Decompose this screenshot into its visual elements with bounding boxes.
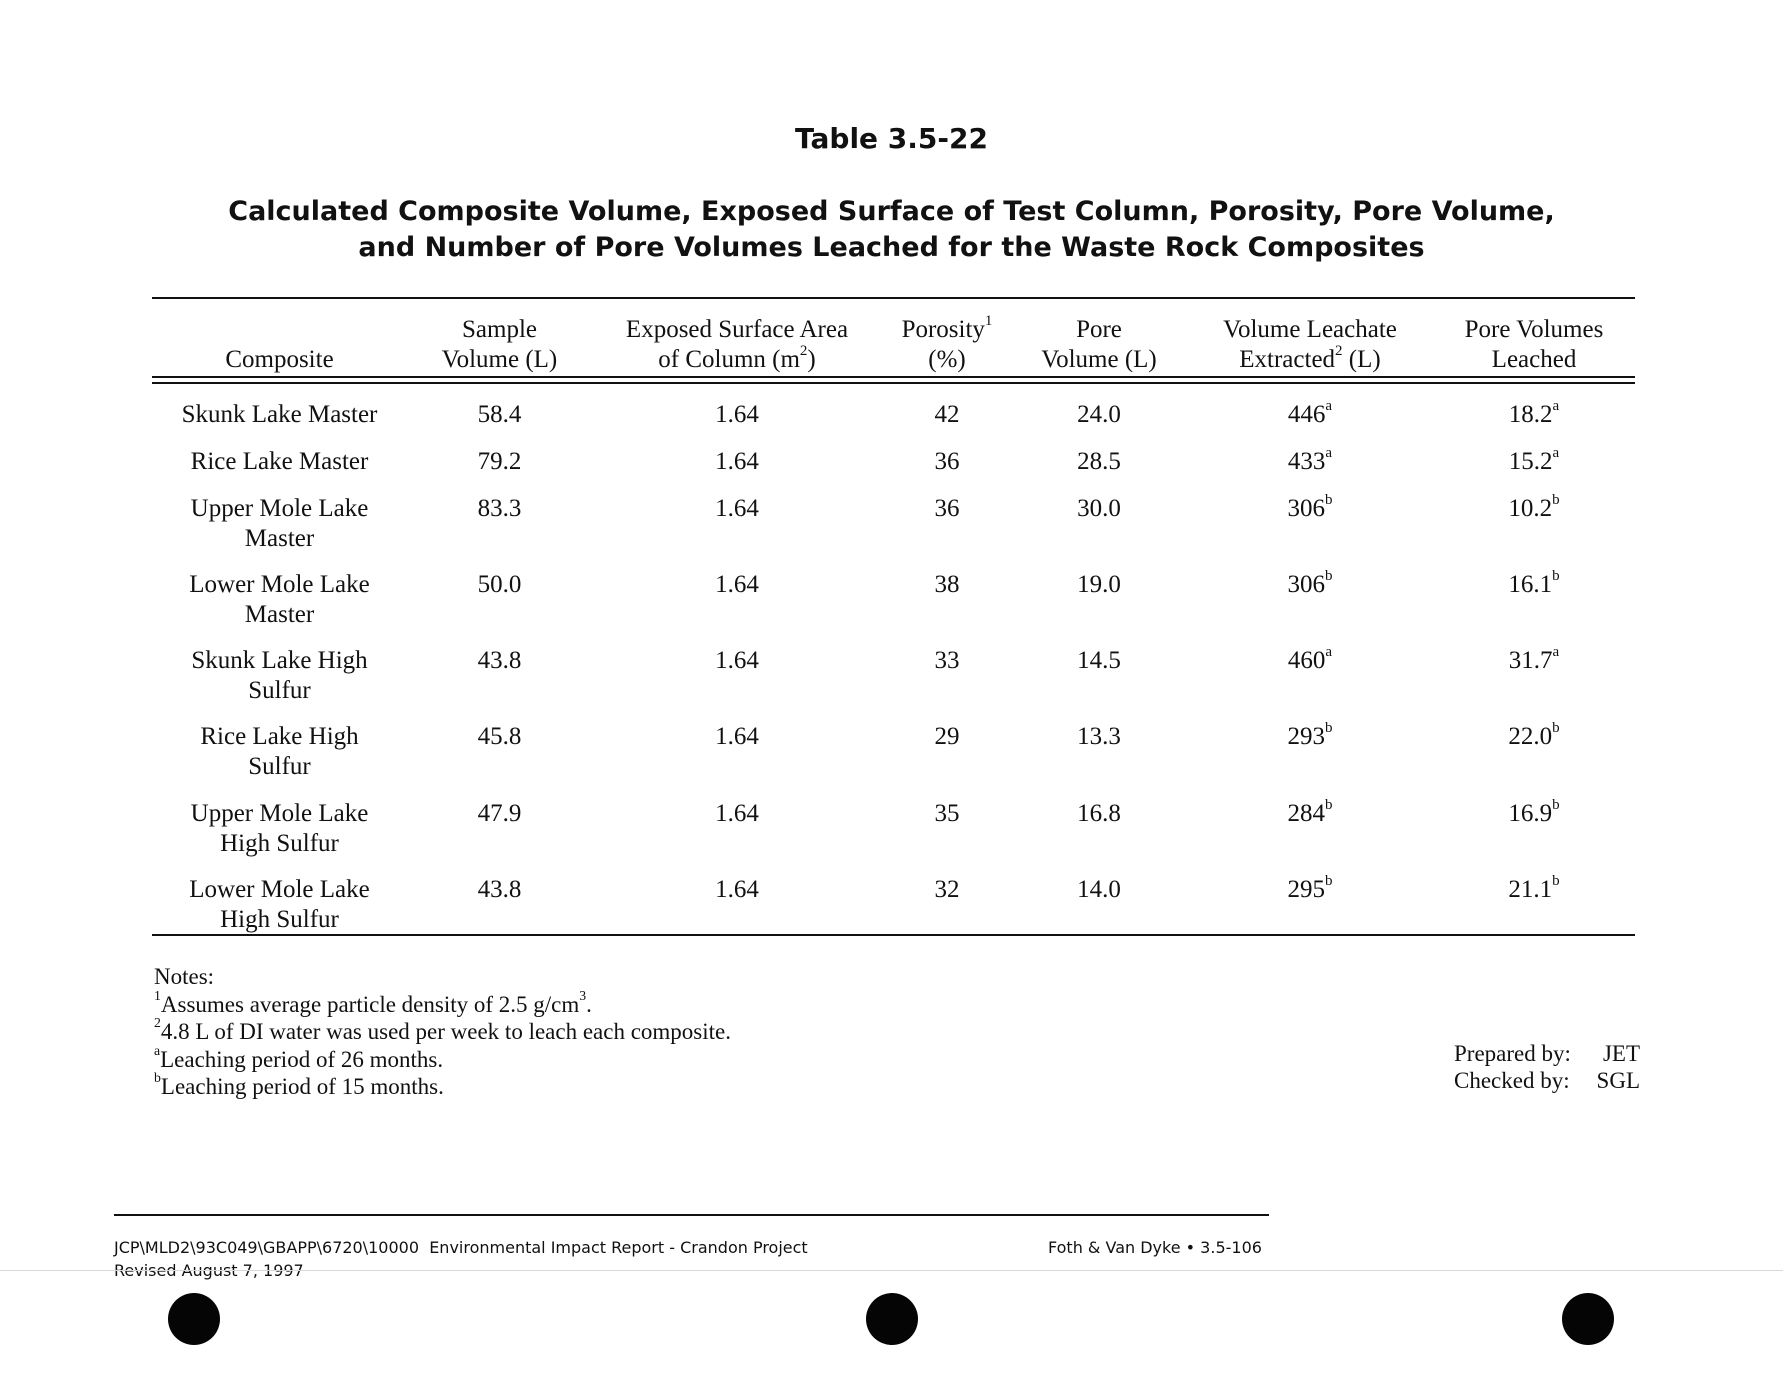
punch-hole-right xyxy=(1562,1293,1614,1345)
cell-pore-volume: 30.0 xyxy=(1077,495,1121,522)
footer-report: Environmental Impact Report - Crandon Project xyxy=(429,1238,808,1257)
cell-composite: Skunk Lake Master xyxy=(181,401,378,428)
cell-leachate: 433$^a$ xyxy=(1287,444,1333,475)
cell-surface-area: 1.64 xyxy=(715,876,759,903)
cell-leachate: 306$^b$ xyxy=(1287,567,1333,598)
cell-porosity: 38 xyxy=(934,571,960,598)
cell-porosity: 36 xyxy=(934,495,960,522)
cell-porosity: 35 xyxy=(934,800,960,827)
cell-porosity: 42 xyxy=(934,401,960,428)
footer-path: JCP\MLD2\93C049\GBAPP\6720\10000 xyxy=(114,1238,420,1257)
footnote-mark: a xyxy=(1552,444,1560,461)
cell-pore-volumes-leached: 15.2$^a$ xyxy=(1508,444,1560,475)
cell-porosity: 36 xyxy=(934,448,960,475)
cell-sample-volume: 50.0 xyxy=(477,571,522,598)
footnote-mark: a xyxy=(1325,397,1333,414)
table-top-rule xyxy=(152,297,1635,299)
footnote-mark: b xyxy=(1325,567,1333,584)
footnote-mark: b xyxy=(1325,872,1333,889)
table-row xyxy=(0,567,1783,646)
scan-edge-line xyxy=(0,1270,1783,1271)
punch-hole-center xyxy=(866,1293,918,1345)
cell-sample-volume: 58.4 xyxy=(477,401,522,428)
cell-pore-volumes-leached: 10.2$^b$ xyxy=(1508,491,1560,522)
cell-pore-volumes-leached: 31.7$^a$ xyxy=(1508,643,1560,674)
cell-composite: Rice Lake Master xyxy=(190,448,369,475)
cell-surface-area: 1.64 xyxy=(715,723,759,750)
footer-revised: Revised August 7, 1997 xyxy=(114,1261,304,1280)
cell-porosity: 32 xyxy=(934,876,960,903)
notes-heading: Notes: xyxy=(154,964,215,989)
cell-pore-volumes-leached: 18.2$^a$ xyxy=(1508,397,1560,428)
cell-leachate: 306$^b$ xyxy=(1287,491,1333,522)
header-sample-volume: Sample Volume (L) xyxy=(441,316,558,373)
cell-leachate: 460$^a$ xyxy=(1287,643,1333,674)
cell-pore-volume: 16.8 xyxy=(1077,800,1121,827)
footer-bullet: • xyxy=(1185,1238,1196,1257)
cell-sample-volume: 43.8 xyxy=(477,876,522,903)
table-row xyxy=(0,491,1783,570)
cell-composite: Upper Mole Lake High Sulfur xyxy=(190,800,369,857)
cell-surface-area: 1.64 xyxy=(715,401,759,428)
footnote-mark: b xyxy=(1552,567,1560,584)
notes-list xyxy=(154,987,731,1101)
cell-composite: Rice Lake High Sulfur xyxy=(200,723,359,780)
cell-surface-area: 1.64 xyxy=(715,571,759,598)
checked-by: Checked by: SGL xyxy=(1454,1068,1640,1093)
footer-page: 3.5-106 xyxy=(1200,1238,1262,1257)
header-leachate: Volume Leachate Extracted$^2$ (L) xyxy=(1223,316,1397,373)
header-surface-area: Exposed Surface Area of Column $(m^2)$ xyxy=(625,316,849,373)
footnote-mark: a xyxy=(1552,643,1560,660)
header-porosity: Porosity$^1$ (%) xyxy=(901,312,993,373)
cell-pore-volume: 14.5 xyxy=(1077,647,1121,674)
header-composite: Composite xyxy=(225,346,334,373)
footer-right xyxy=(1048,1236,1262,1259)
cell-sample-volume: 43.8 xyxy=(477,647,522,674)
prepared-by: Prepared by: JET xyxy=(1454,1041,1640,1066)
cell-pore-volumes-leached: 16.1$^b$ xyxy=(1508,567,1560,598)
footnote-mark: b xyxy=(1552,719,1560,736)
cell-composite: Lower Mole Lake High Sulfur xyxy=(189,876,370,933)
cell-sample-volume: 83.3 xyxy=(477,495,522,522)
cell-sample-volume: 47.9 xyxy=(477,800,522,827)
cell-pore-volume: 14.0 xyxy=(1077,876,1121,903)
cell-pore-volumes-leached: 21.1$^b$ xyxy=(1508,872,1560,903)
note-item: $^b$Leaching period of 15 months. xyxy=(154,1070,444,1099)
note-mark: a xyxy=(154,1042,161,1058)
table-row xyxy=(0,796,1783,875)
footer-firm: Foth & Van Dyke xyxy=(1048,1238,1181,1257)
note-mark: 2 xyxy=(154,1015,161,1031)
table-row xyxy=(0,719,1783,798)
table-row xyxy=(0,872,1783,951)
footer-rule xyxy=(114,1214,1269,1216)
table-row xyxy=(0,643,1783,722)
header-pore-volume: Pore Volume (L) xyxy=(1041,316,1157,373)
footnote-mark: a xyxy=(1325,643,1333,660)
table-bottom-rule xyxy=(152,934,1635,936)
cell-pore-volumes-leached: 16.9$^b$ xyxy=(1508,796,1560,827)
title-line-2: and Number of Pore Volumes Leached for the Waste Rock Composites xyxy=(358,232,1425,263)
note-item: $^2$4.8 L of DI water was used per week to leach each composite. xyxy=(154,1015,731,1044)
table-title xyxy=(0,194,1783,266)
cell-leachate: 284$^b$ xyxy=(1287,796,1333,827)
footnote-mark: a xyxy=(1552,397,1560,414)
cell-surface-area: 1.64 xyxy=(715,495,759,522)
cell-surface-area: 1.64 xyxy=(715,448,759,475)
cell-leachate: 295$^b$ xyxy=(1287,872,1333,903)
note-mark: b xyxy=(154,1070,161,1086)
cell-pore-volume: 28.5 xyxy=(1077,448,1121,475)
note-mark: 1 xyxy=(154,987,161,1003)
header-pore-volumes-leached: Pore Volumes Leached xyxy=(1464,316,1604,373)
cell-composite: Skunk Lake High Sulfur xyxy=(191,647,368,704)
cell-surface-area: 1.64 xyxy=(715,800,759,827)
cell-sample-volume: 79.2 xyxy=(477,448,522,475)
note-item: $^1$Assumes average particle density of 2.5 $g/cm^3$. xyxy=(154,987,592,1017)
footnote-mark: b xyxy=(1325,719,1333,736)
table-number: Table 3.5-22 xyxy=(795,122,988,155)
punch-hole-left xyxy=(168,1293,220,1345)
note-item: $^a$Leaching period of 26 months. xyxy=(154,1042,444,1072)
cell-pore-volumes-leached: 22.0$^b$ xyxy=(1508,719,1560,750)
footnote-mark: b xyxy=(1325,796,1333,813)
footnote-mark: b xyxy=(1552,491,1560,508)
footnote-mark: b xyxy=(1552,796,1560,813)
footnote-mark: b xyxy=(1325,491,1333,508)
cell-composite: Upper Mole Lake Master xyxy=(190,495,369,552)
cell-composite: Lower Mole Lake Master xyxy=(189,571,370,628)
cell-pore-volume: 24.0 xyxy=(1077,401,1121,428)
header-double-rule xyxy=(152,376,1635,384)
footnote-mark: a xyxy=(1325,444,1333,461)
cell-sample-volume: 45.8 xyxy=(477,723,522,750)
title-line-1: Calculated Composite Volume, Exposed Surface of Test Column, Porosity, Pore Volume, xyxy=(228,196,1555,227)
cell-porosity: 33 xyxy=(934,647,960,674)
cell-surface-area: 1.64 xyxy=(715,647,759,674)
cell-leachate: 446$^a$ xyxy=(1287,397,1333,428)
cell-porosity: 29 xyxy=(934,723,960,750)
cell-leachate: 293$^b$ xyxy=(1287,719,1333,750)
cell-pore-volume: 19.0 xyxy=(1077,571,1121,598)
footer-left xyxy=(114,1236,808,1282)
notes xyxy=(154,963,731,1101)
footnote-mark: b xyxy=(1552,872,1560,889)
prepared-block xyxy=(1454,1040,1640,1094)
cell-pore-volume: 13.3 xyxy=(1077,723,1121,750)
